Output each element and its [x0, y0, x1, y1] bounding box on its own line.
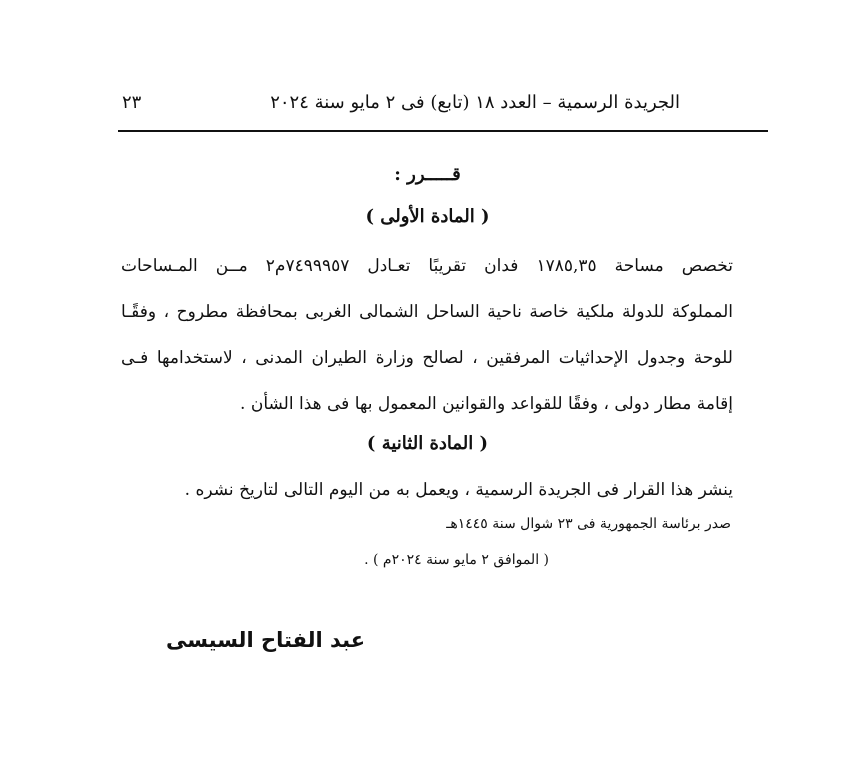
article-1-title: ( المادة الأولى ) — [365, 206, 490, 227]
page-number: ٢٣ — [122, 92, 142, 113]
page-header — [118, 92, 768, 124]
article-1-line-3: للوحة وجدول الإحداثيات المرفقين ، لصالح وزارة الطيران المدنى ، لاستخدامها فـى — [121, 348, 733, 368]
issuance-date-hijri: صدر برئاسة الجمهورية فى ٢٣ شوال سنة ١٤٤٥هـ — [446, 516, 731, 532]
decree-label: قـــــرر : — [394, 164, 461, 185]
article-1-line-1: تخصص مساحة ١٧٨٥,٣٥ فدان تقريبًا تعـادل ٧٤٩٩٩٥٧م٢ مــن المـساحات — [121, 256, 734, 276]
president-signature-name: عبد الفتاح السيسى — [166, 628, 366, 652]
gazette-header-title: الجريدة الرسمية – العدد ١٨ (تابع) فى ٢ مايو سنة ٢٠٢٤ — [270, 92, 680, 113]
article-1-line-4: إقامة مطار دولى ، وفقًا للقواعد والقوانين المعمول بها فى هذا الشأن . — [240, 394, 733, 414]
article-2-text: ينشر هذا القرار فى الجريدة الرسمية ، ويعمل به من اليوم التالى لتاريخ نشره . — [184, 480, 733, 500]
header-divider — [118, 130, 768, 132]
issuance-date-gregorian: ( الموافق ٢ مايو سنة ٢٠٢٤م ) . — [364, 552, 549, 568]
article-2-title: ( المادة الثانية ) — [366, 433, 489, 454]
article-1-line-2: المملوكة للدولة ملكية خاصة ناحية الساحل الشمالى الغربى بمحافظة مطروح ، وفقًـا — [121, 302, 733, 322]
